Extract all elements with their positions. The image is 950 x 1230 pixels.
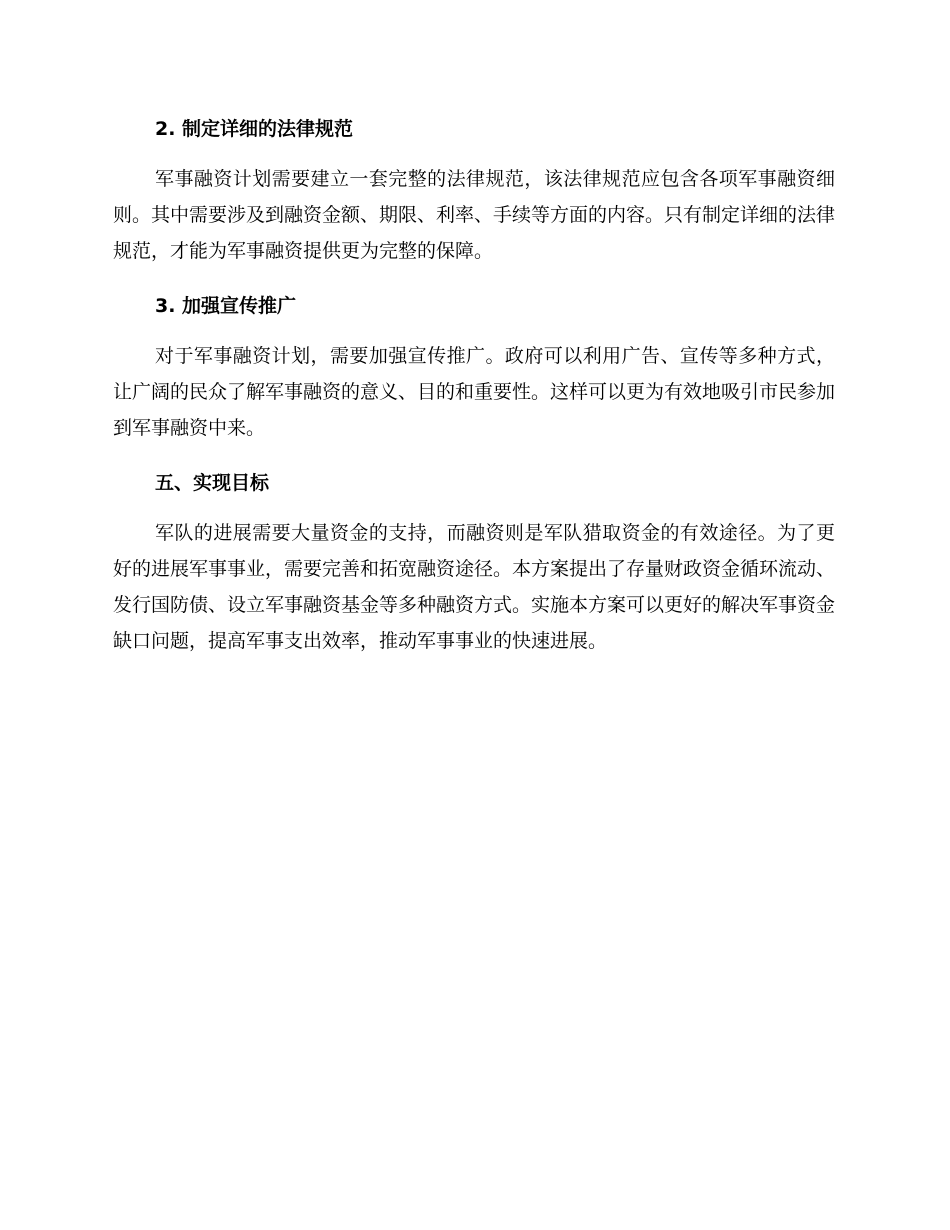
section-paragraph-legal-norms: 军事融资计划需要建立一套完整的法律规范，该法律规范应包含各项军事融资细则。其中需要涉及到融资金额、期限、利率、手续等方面的内容。只有制定详细的法律规范，才能为军事融资提供更为完整的保障。 bbox=[113, 168, 836, 262]
document-body bbox=[113, 112, 835, 679]
section-paragraph-promotion: 对于军事融资计划，需要加强宣传推广。政府可以利用广告、宣传等多种方式，让广阔的民众了解军事融资的意义、目的和重要性。这样可以更为有效地吸引市民参加到军事融资中来。 bbox=[113, 345, 836, 439]
section-heading-goals: 五、实现目标 bbox=[155, 472, 270, 494]
section-heading-legal-norms: 2. 制定详细的法律规范 bbox=[155, 118, 354, 140]
section-paragraph-goals: 军队的进展需要大量资金的支持，而融资则是军队猎取资金的有效途径。为了更好的进展军事事业，需要完善和拓宽融资途径。本方案提出了存量财政资金循环流动、发行国防债、设立军事融资基金等多种融资方式。实施本方案可以更好的解决军事资金缺口问题，提高军事支出效率，推动军事事业的快速进展。 bbox=[113, 522, 836, 652]
section-heading-promotion: 3. 加强宣传推广 bbox=[155, 295, 297, 317]
